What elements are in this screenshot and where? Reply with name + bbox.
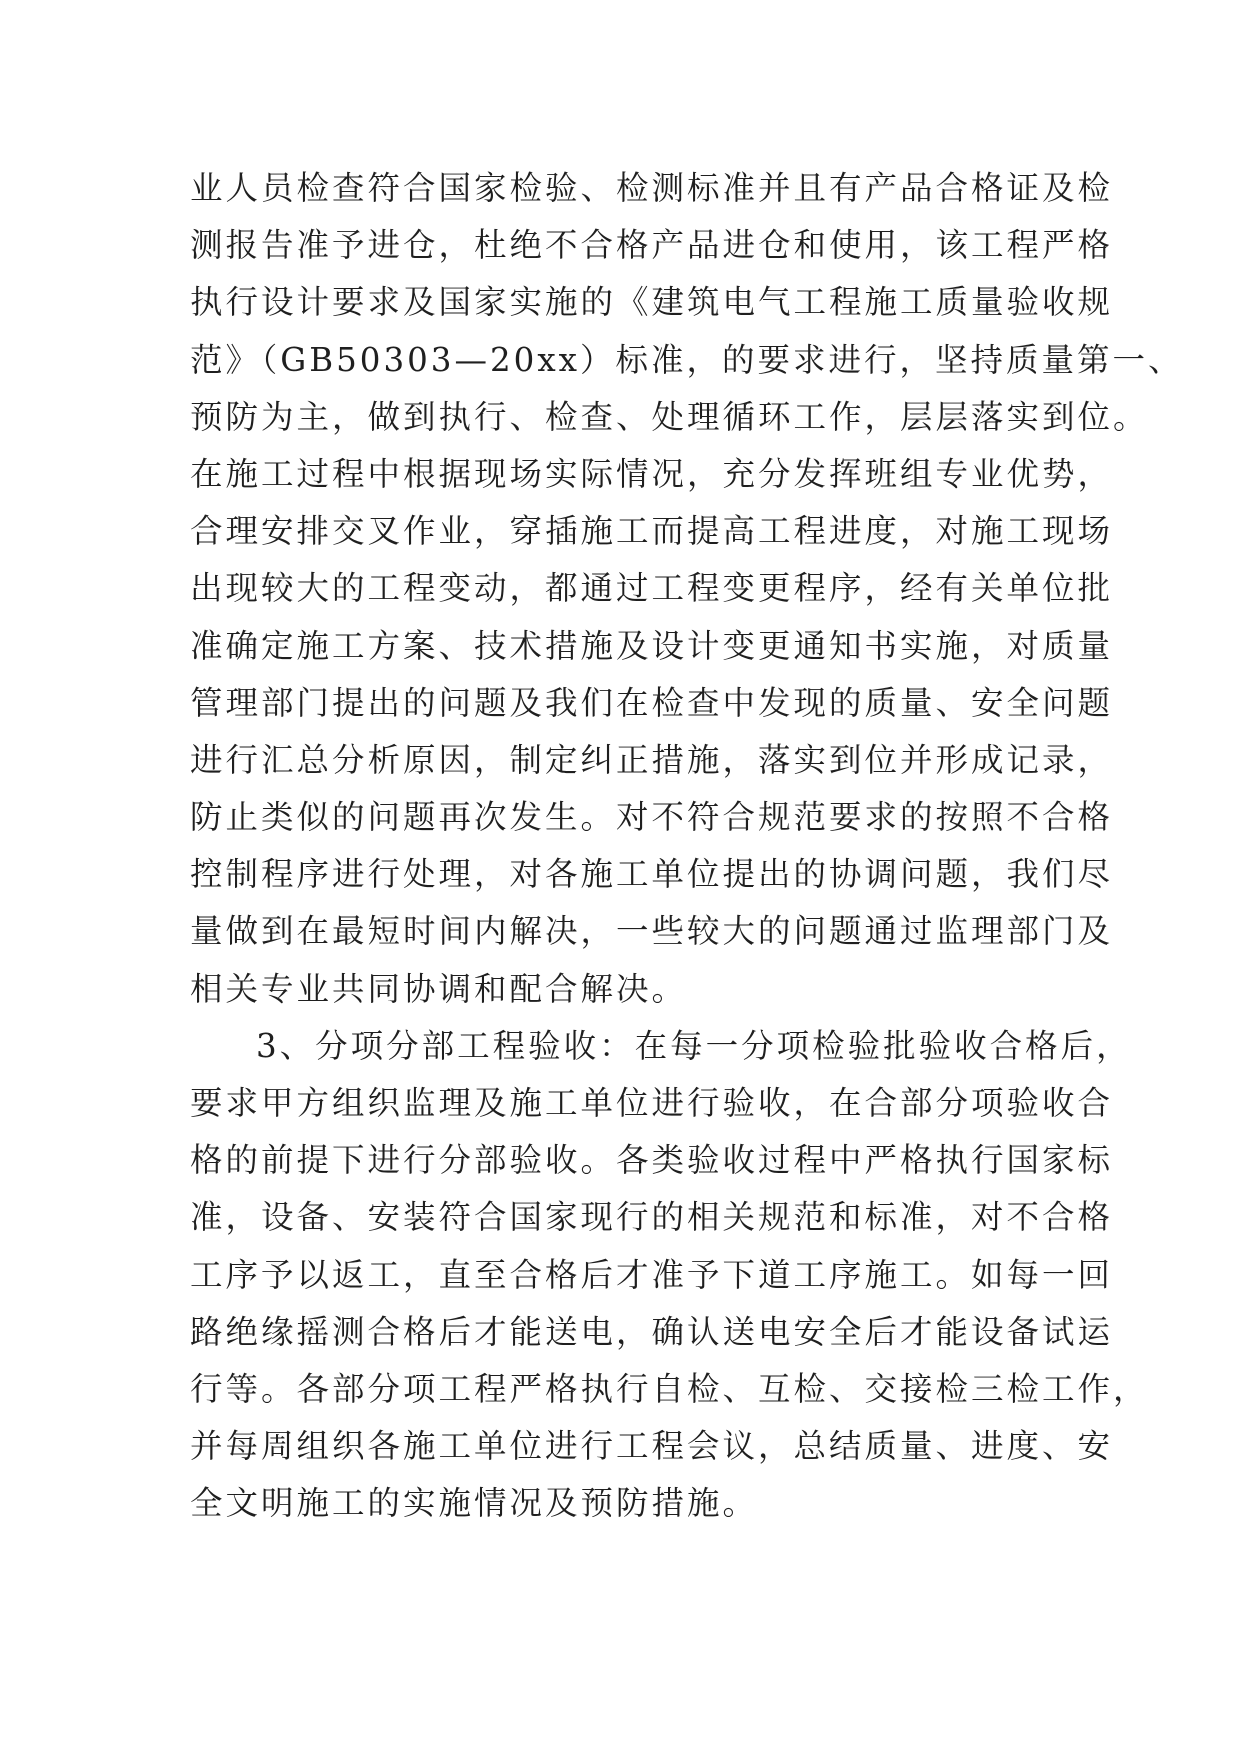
- text-line: 路绝缘摇测合格后才能送电，确认送电安全后才能设备试运: [190, 1312, 1114, 1351]
- text-line: 并每周组织各施工单位进行工程会议，总结质量、进度、安: [190, 1427, 1114, 1466]
- text-line: 准，设备、安装符合国家现行的相关规范和标准，对不合格: [190, 1198, 1114, 1237]
- text-line: 合理安排交叉作业，穿插施工而提高工程进度，对施工现场: [190, 512, 1114, 551]
- text-line: 行等。各部分项工程严格执行自检、互检、交接检三检工作，: [190, 1369, 1149, 1408]
- text-line: 进行汇总分析原因，制定纠正措施，落实到位并形成记录，: [190, 740, 1114, 779]
- text-line: 管理部门提出的问题及我们在检查中发现的质量、安全问题: [190, 683, 1114, 722]
- text-line: 全文明施工的实施情况及预防措施。: [190, 1484, 759, 1523]
- text-line: 出现较大的工程变动，都通过工程变更程序，经有关单位批: [190, 569, 1114, 608]
- text-line: 执行设计要求及国家实施的《建筑电气工程施工质量验收规: [190, 283, 1114, 322]
- paragraph-start-line: 3、分项分部工程验收：在每一分项检验批验收合格后，: [256, 1026, 1132, 1065]
- document-body: [190, 160, 1184, 1533]
- text-line: 量做到在最短时间内解决，一些较大的问题通过监理部门及: [190, 912, 1114, 951]
- text-line: 防止类似的问题再次发生。对不符合规范要求的按照不合格: [190, 798, 1114, 837]
- text-line: 控制程序进行处理，对各施工单位提出的协调问题，我们尽: [190, 855, 1114, 894]
- text-line: 在施工过程中根据现场实际情况，充分发挥班组专业优势，: [190, 454, 1114, 493]
- text-line: 预防为主，做到执行、检查、处理循环工作，层层落实到位。: [190, 397, 1149, 436]
- text-line: 测报告准予进仓，杜绝不合格产品进仓和使用，该工程严格: [190, 226, 1114, 265]
- text-line: 格的前提下进行分部验收。各类验收过程中严格执行国家标: [190, 1141, 1114, 1180]
- text-line: 准确定施工方案、技术措施及设计变更通知书实施，对质量: [190, 626, 1114, 665]
- text-line: 要求甲方组织监理及施工单位进行验收，在合部分项验收合: [190, 1084, 1114, 1122]
- text-line: 业人员检查符合国家检验、检测标准并且有产品合格证及检: [190, 169, 1114, 207]
- text-line: 范》（GB50303—20xx）标准，的要求进行，坚持质量第一、: [190, 340, 1184, 379]
- text-line: 相关专业共同协调和配合解决。: [190, 969, 688, 1008]
- text-line: 工序予以返工，直至合格后才准予下道工序施工。如每一回: [190, 1255, 1114, 1294]
